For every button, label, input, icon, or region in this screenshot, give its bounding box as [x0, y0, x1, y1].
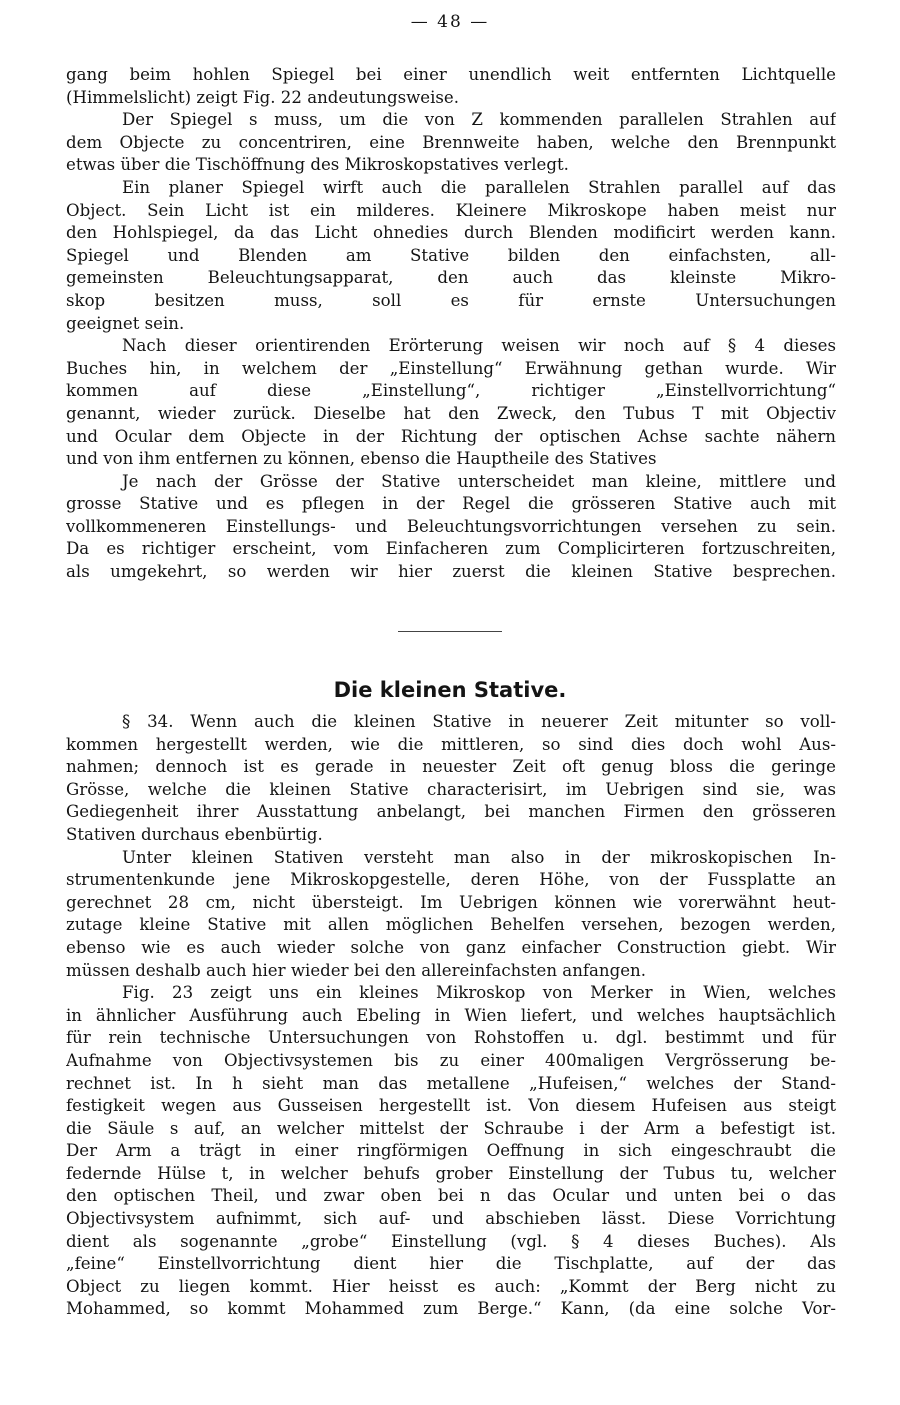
section-heading: Die kleinen Stative.: [333, 678, 567, 702]
text-line: genannt, wieder zurück. Dieselbe hat den Zweck, den Tubus T mit Objectiv: [66, 403, 836, 423]
text-line: Der Arm a trägt in einer ringförmigen Oeffnung in sich eingeschraubt die: [66, 1141, 836, 1161]
text-line: den Hohlspiegel, da das Licht ohnedies durch Blenden modificirt werden kann.: [66, 223, 836, 243]
text-line: und Ocular dem Objecte in der Richtung der optischen Achse sachte nähern: [66, 426, 836, 446]
section-body-1: [66, 64, 836, 584]
text-line: Da es richtiger erscheint, vom Einfacheren zum Complicirteren fortzuschreiten,: [66, 539, 836, 559]
text-line: Nach dieser orientirenden Erörterung weisen wir noch auf § 4 dieses: [122, 336, 836, 356]
text-line: in ähnlicher Ausführung auch Ebeling in Wien liefert, und welches hauptsächlich: [66, 1005, 836, 1025]
text-line: gang beim hohlen Spiegel bei einer unendlich weit entfernten Lichtquelle: [66, 65, 836, 84]
text-line: Ein planer Spiegel wirft auch die parallelen Strahlen parallel auf das: [122, 177, 836, 197]
text-line: Gediegenheit ihrer Ausstattung anbelangt, bei manchen Firmen den grösseren: [66, 802, 836, 822]
text-line: die Säule s auf, an welcher mittelst der Schraube i der Arm a befestigt ist.: [66, 1118, 836, 1138]
text-line: Aufnahme von Objectivsystemen bis zu einer 400maligen Vergrösserung be-: [66, 1050, 836, 1070]
text-line: nahmen; dennoch ist es gerade in neuester Zeit oft genug bloss die geringe: [66, 757, 836, 777]
text-line: Je nach der Grösse der Stative unterscheidet man kleine, mittlere und: [122, 471, 836, 491]
text-line: strumentenkunde jene Mikroskopgestelle, deren Höhe, von der Fussplatte an: [66, 870, 836, 890]
text-line: kommen auf diese „Einstellung“, richtiger „Einstellvorrichtung“: [66, 381, 836, 401]
text-line: etwas über die Tischöffnung des Mikroskopstatives verlegt.: [66, 155, 569, 175]
text-line: Fig. 23 zeigt uns ein kleines Mikroskop von Merker in Wien, welches: [122, 983, 836, 1003]
text-line: grosse Stative und es pflegen in der Regel die grösseren Stative auch mit: [66, 494, 836, 514]
page-number: — 48 —: [410, 12, 490, 32]
text-line: rechnet ist. In h sieht man das metallene „Hufeisen,“ welches der Stand-: [66, 1073, 836, 1093]
text-line: gerechnet 28 cm, nicht übersteigt. Im Uebrigen können wie vorerwähnt heut-: [66, 892, 836, 912]
text-line: festigkeit wegen aus Gusseisen hergestellt ist. Von diesem Hufeisen aus steigt: [66, 1096, 836, 1116]
text-line: ebenso wie es auch wieder solche von ganz einfacher Construction giebt. Wir: [66, 937, 836, 957]
text-line: Objectivsystem aufnimmt, sich auf- und abschieben lässt. Diese Vorrichtung: [66, 1209, 836, 1229]
text-line: zutage kleine Stative mit allen möglichen Behelfen versehen, bezogen werden,: [66, 915, 836, 935]
text-line: geeignet sein.: [66, 313, 185, 333]
text-line: dient als sogenannte „grobe“ Einstellung (vgl. § 4 dieses Buches). Als: [66, 1231, 836, 1251]
text-line: Stativen durchaus ebenbürtig.: [66, 824, 323, 844]
text-line: § 34. Wenn auch die kleinen Stative in neuerer Zeit mitunter so voll-: [122, 712, 836, 731]
section-divider: [398, 631, 502, 632]
text-line: und von ihm entfernen zu können, ebenso die Hauptheile des Statives: [66, 449, 657, 469]
text-line: Object zu liegen kommt. Hier heisst es auch: „Kommt der Berg nicht zu: [66, 1276, 836, 1296]
text-line: den optischen Theil, und zwar oben bei n das Ocular und unten bei o das: [66, 1186, 836, 1206]
text-line: Grösse, welche die kleinen Stative characterisirt, im Uebrigen sind sie, was: [66, 779, 836, 799]
section-body-2: [66, 711, 836, 1321]
text-line: skop besitzen muss, soll es für ernste Untersuchungen: [66, 290, 836, 310]
text-line: (Himmelslicht) zeigt Fig. 22 andeutungsweise.: [66, 87, 460, 107]
text-line: für rein technische Untersuchungen von Rohstoffen u. dgl. bestimmt und für: [66, 1028, 836, 1048]
text-line: Object. Sein Licht ist ein milderes. Kleinere Mikroskope haben meist nur: [66, 200, 836, 220]
text-line: als umgekehrt, so werden wir hier zuerst die kleinen Stative besprechen.: [66, 562, 836, 582]
text-line: Spiegel und Blenden am Stative bilden den einfachsten, all-: [66, 245, 836, 265]
text-line: gemeinsten Beleuchtungsapparat, den auch das kleinste Mikro-: [66, 268, 836, 288]
text-line: federnde Hülse t, in welcher behufs grober Einstellung der Tubus tu, welcher: [66, 1163, 836, 1183]
text-line: kommen hergestellt werden, wie die mittleren, so sind dies doch wohl Aus-: [66, 734, 836, 754]
text-line: Mohammed, so kommt Mohammed zum Berge.“ Kann, (da eine solche Vor-: [66, 1299, 836, 1319]
text-line: Unter kleinen Stativen versteht man also in der mikroskopischen In-: [122, 847, 836, 867]
text-line: vollkommeneren Einstellungs- und Beleuchtungsvorrichtungen versehen zu sein.: [66, 516, 836, 536]
text-line: dem Objecte zu concentriren, eine Brennweite haben, welche den Brennpunkt: [66, 132, 836, 152]
text-line: müssen deshalb auch hier wieder bei den allereinfachsten anfangen.: [66, 960, 647, 980]
text-line: Buches hin, in welchem der „Einstellung“ Erwähnung gethan wurde. Wir: [66, 358, 836, 378]
text-line: Der Spiegel s muss, um die von Z kommenden parallelen Strahlen auf: [122, 110, 836, 130]
text-line: „feine“ Einstellvorrichtung dient hier die Tischplatte, auf der das: [66, 1254, 836, 1274]
